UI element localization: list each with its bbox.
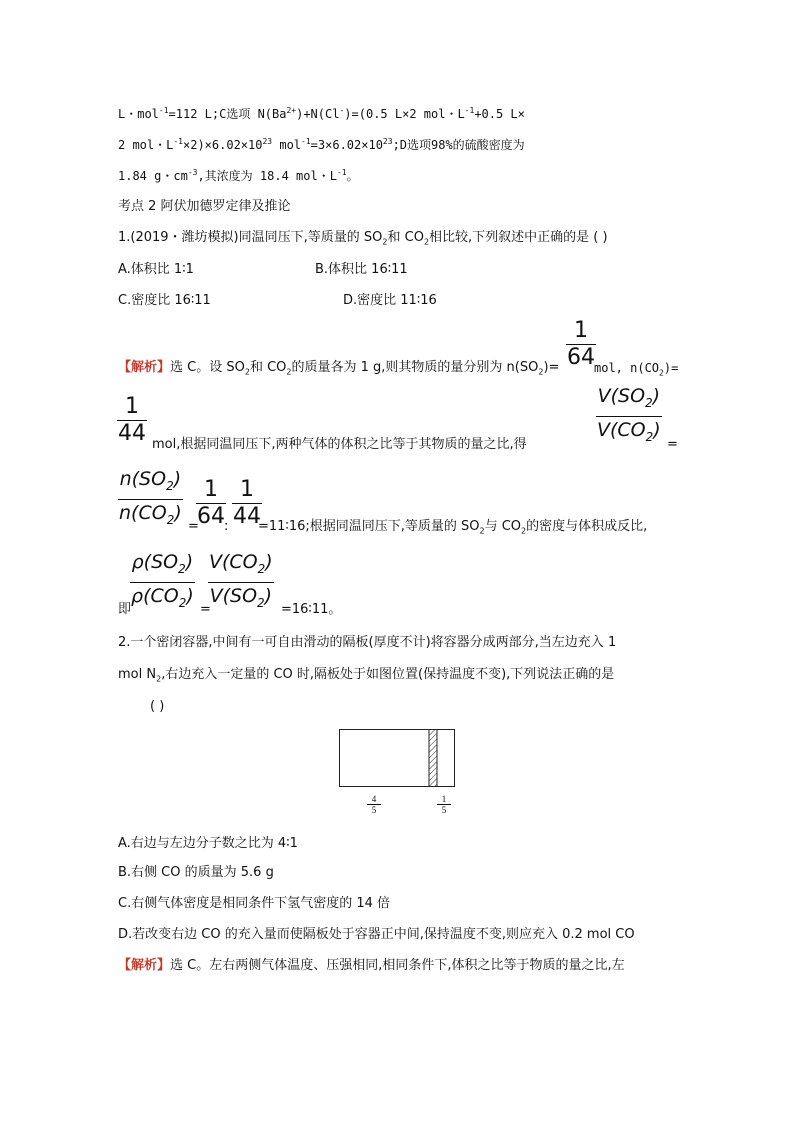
a1-line-1: 【解析】选 C。设 $SO_2$和 $CO_2$的质量各为 1 g,则其物质的量分别为 $n(SO_2)=$ [118, 360, 560, 377]
fraction-1-over-64: 1 64 [567, 318, 595, 370]
fraction-1-over-64-b: 1 64 [197, 477, 225, 529]
intro-line-2: 2 mol・$L^{-1}\times 2)\times 6.02\times 10^{23}$ $mol^{-1}=3\times 6.02\times 10^{23};D$选项98%的硫酸密度为 [118, 137, 525, 152]
q2-line-1: 2.一个密闭容器,中间有一可自由滑动的隔板(厚度不计)将容器分成两部分,当左边充入 1 [118, 635, 617, 650]
fraction-v-ratio-2: $V(CO_2)$ $V(SO_2)$ [209, 551, 273, 610]
a1-line-4: =16∶11。 [281, 602, 342, 617]
fraction-1-over-44: 1 44 [118, 394, 146, 446]
q2-option-c: C.右侧气体密度是相同条件下氢气密度的 14 倍 [118, 896, 391, 911]
q1-option-d: D.密度比 11∶16 [343, 293, 437, 308]
q2-option-d: D.若改变右边 CO 的充入量而使隔板处于容器正中间,保持温度不变,则应充入 0.2 mol CO [118, 927, 635, 942]
sliding-partition [429, 730, 437, 787]
container-diagram [339, 729, 457, 791]
q1-option-b: B.体积比 16∶11 [315, 262, 408, 277]
label-right-fraction: 1 5 [437, 794, 451, 815]
fraction-1-over-44-b: 1 44 [233, 477, 261, 529]
q2-option-b: B.右侧 CO 的质量为 5.6 g [118, 865, 274, 880]
q2-line-2: mol $N_2$,右边充入一定量的 CO 时,隔板处于如图位置(保持温度不变),下列说法正确的是 [118, 667, 615, 684]
intro-line-1: L・mol$^{-1}$=112 L;C选项 $N(Ba^{2+})+N(Cl^-)=(0.5$ L×2 mol・$L^{-1}+0.5$ L× [118, 106, 525, 121]
fraction-rho-ratio: $\rho(SO_2)$ $\rho(CO_2)$ [131, 551, 194, 610]
analysis-tag-2: 【解析】 [118, 958, 171, 973]
label-left-fraction: 4 5 [367, 794, 381, 815]
q1-stem: 1.(2019・潍坊模拟)同温同压下,等质量的 $SO_2$和 $CO_2$相比较,下列叙述中正确的是 ( ) [118, 230, 608, 247]
q2-answer-blank: ( ) [150, 699, 165, 714]
colon-sign: : [224, 519, 229, 534]
a2-line-1: 【解析】选 C。左右两侧气体温度、压强相同,相同条件下,体积之比等于物质的量之比,左 [118, 958, 625, 973]
a1-line-1-tail: mol, $n(CO_2)=$ [594, 361, 679, 378]
equals-sign-2: = [188, 519, 199, 534]
a1-line-4-prefix: 即 [118, 602, 132, 617]
q2-option-a: A.右边与左边分子数之比为 4∶1 [118, 836, 298, 851]
equals-sign-3: = [200, 602, 211, 617]
section-title: 考点 2 阿伏加德罗定律及推论 [118, 199, 291, 214]
q1-option-c: C.密度比 16∶11 [118, 293, 211, 308]
q1-option-a: A.体积比 1∶1 [118, 262, 194, 277]
analysis-tag: 【解析】 [118, 360, 171, 375]
intro-line-3: 1.84 g・$cm^{-3}$,其浓度为 18.4 mol・$L^{-1}$。 [118, 168, 359, 183]
fraction-n-ratio: $n(SO_2)$ $n(CO_2)$ [119, 468, 182, 527]
a1-line-2: mol,根据同温同压下,两种气体的体积之比等于其物质的量之比,得 [152, 437, 527, 452]
fraction-v-ratio-1: $V(SO_2)$ $V(CO_2)$ [597, 385, 661, 444]
a1-line-3: =11∶16;根据同温同压下,等质量的 $SO_2$与 $CO_2$的密度与体积成反比, [258, 519, 648, 536]
equals-sign: = [667, 437, 678, 452]
